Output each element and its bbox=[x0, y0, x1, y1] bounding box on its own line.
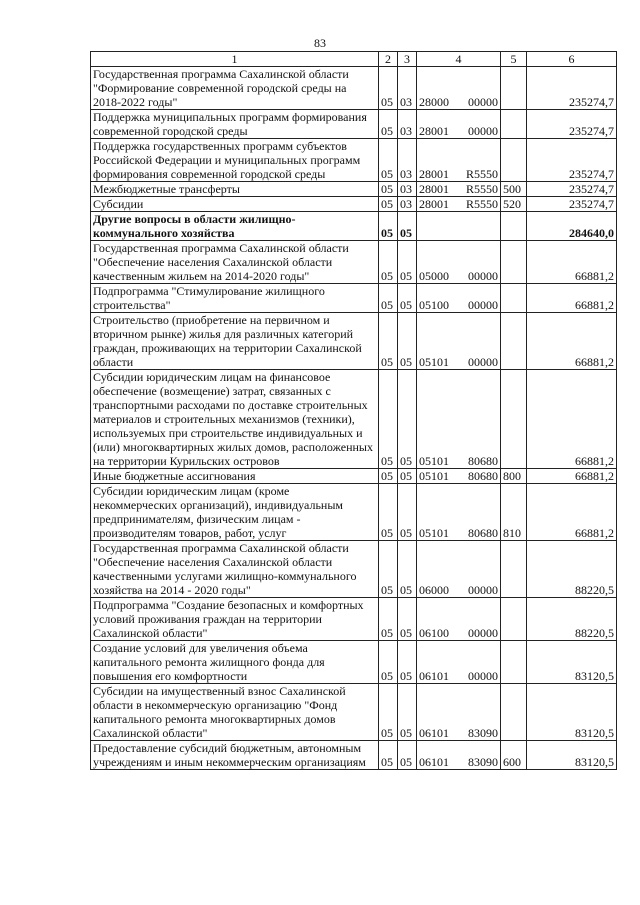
row-target-article-code bbox=[417, 139, 501, 182]
row-expense-type-code: 500 bbox=[501, 182, 527, 197]
row-section-code: 05 bbox=[379, 313, 398, 370]
table-row bbox=[91, 284, 617, 313]
row-section-code: 05 bbox=[379, 241, 398, 284]
row-target-article-code bbox=[417, 182, 501, 197]
row-section-code: 05 bbox=[379, 469, 398, 484]
target-article-direction-code: 00000 bbox=[468, 298, 498, 312]
target-article-program-code: 28001 bbox=[419, 182, 449, 196]
row-section-code: 05 bbox=[379, 484, 398, 541]
row-amount: 66881,2 bbox=[527, 370, 617, 469]
row-name: Подпрограмма "Создание безопасных и комфортных условий проживания граждан на территории Сахалинской области" bbox=[91, 598, 379, 641]
row-section-code: 05 bbox=[379, 67, 398, 110]
table-row bbox=[91, 484, 617, 541]
table-row bbox=[91, 313, 617, 370]
row-subsection-code: 05 bbox=[398, 641, 417, 684]
target-article-direction-code: 83090 bbox=[468, 726, 498, 740]
target-article-direction-code: 80680 bbox=[468, 526, 498, 540]
row-amount: 235274,7 bbox=[527, 182, 617, 197]
budget-table bbox=[90, 51, 617, 770]
row-name: Поддержка муниципальных программ формирования современной городской среды bbox=[91, 110, 379, 139]
target-article-direction-code: 00000 bbox=[468, 626, 498, 640]
row-section-code: 05 bbox=[379, 598, 398, 641]
row-target-article-code bbox=[417, 741, 501, 770]
row-section-code: 05 bbox=[379, 684, 398, 741]
row-target-article-code bbox=[417, 197, 501, 212]
target-article-program-code: 06101 bbox=[419, 726, 449, 740]
target-article-direction-code: R5550 bbox=[465, 182, 498, 196]
column-header: 6 bbox=[527, 52, 617, 67]
target-article-direction-code: 00000 bbox=[468, 124, 498, 138]
target-article-program-code: 06101 bbox=[419, 755, 449, 769]
row-expense-type-code bbox=[501, 598, 527, 641]
row-section-code: 05 bbox=[379, 284, 398, 313]
table-body bbox=[91, 67, 617, 770]
row-target-article-code bbox=[417, 110, 501, 139]
target-article-direction-code: 83090 bbox=[468, 755, 498, 769]
row-amount: 83120,5 bbox=[527, 641, 617, 684]
row-subsection-code: 05 bbox=[398, 313, 417, 370]
row-subsection-code: 03 bbox=[398, 182, 417, 197]
row-subsection-code: 05 bbox=[398, 370, 417, 469]
row-expense-type-code bbox=[501, 684, 527, 741]
target-article-direction-code: 00000 bbox=[468, 269, 498, 283]
row-expense-type-code bbox=[501, 313, 527, 370]
row-expense-type-code bbox=[501, 212, 527, 241]
table-row bbox=[91, 182, 617, 197]
row-target-article-code bbox=[417, 469, 501, 484]
row-subsection-code: 03 bbox=[398, 197, 417, 212]
table-row bbox=[91, 469, 617, 484]
table-row bbox=[91, 110, 617, 139]
row-name: Субсидии юридическим лицам на финансовое обеспечение (возмещение) затрат, связанных с транспортными расходами по доставке строительных материалов и строительных механизмов (техники), используемых при строительстве индивидуальных и (или) многоквартирных жилых домов, расположенных на территории Курильских островов bbox=[91, 370, 379, 469]
row-subsection-code: 05 bbox=[398, 684, 417, 741]
row-target-article-code bbox=[417, 67, 501, 110]
target-article-direction-code: 00000 bbox=[468, 669, 498, 683]
row-section-code: 05 bbox=[379, 212, 398, 241]
table-row bbox=[91, 741, 617, 770]
target-article-program-code: 05101 bbox=[419, 469, 449, 483]
column-header: 4 bbox=[417, 52, 501, 67]
row-subsection-code: 05 bbox=[398, 284, 417, 313]
target-article-direction-code: 80680 bbox=[468, 454, 498, 468]
target-article-program-code: 28001 bbox=[419, 167, 449, 181]
row-expense-type-code bbox=[501, 110, 527, 139]
row-subsection-code: 05 bbox=[398, 484, 417, 541]
row-amount: 66881,2 bbox=[527, 313, 617, 370]
row-section-code: 05 bbox=[379, 197, 398, 212]
target-article-program-code: 05100 bbox=[419, 298, 449, 312]
row-expense-type-code: 600 bbox=[501, 741, 527, 770]
table-row bbox=[91, 641, 617, 684]
row-target-article-code bbox=[417, 313, 501, 370]
row-expense-type-code: 520 bbox=[501, 197, 527, 212]
table-row bbox=[91, 197, 617, 212]
target-article-direction-code: 00000 bbox=[468, 583, 498, 597]
table-row bbox=[91, 598, 617, 641]
table-row bbox=[91, 370, 617, 469]
target-article-direction-code: R5550 bbox=[465, 167, 498, 181]
table-row bbox=[91, 241, 617, 284]
target-article-program-code: 28001 bbox=[419, 124, 449, 138]
row-expense-type-code bbox=[501, 67, 527, 110]
row-amount: 88220,5 bbox=[527, 541, 617, 598]
row-expense-type-code bbox=[501, 541, 527, 598]
row-expense-type-code bbox=[501, 241, 527, 284]
target-article-program-code: 05000 bbox=[419, 269, 449, 283]
row-name: Государственная программа Сахалинской области "Обеспечение населения Сахалинской области качественными услугами жилищно-коммунального хозяйства на 2014 - 2020 годы" bbox=[91, 541, 379, 598]
table-row bbox=[91, 67, 617, 110]
row-expense-type-code bbox=[501, 139, 527, 182]
row-amount: 83120,5 bbox=[527, 741, 617, 770]
column-header: 2 bbox=[379, 52, 398, 67]
row-section-code: 05 bbox=[379, 182, 398, 197]
page-number: 83 bbox=[314, 36, 326, 50]
row-amount: 235274,7 bbox=[527, 67, 617, 110]
row-amount: 66881,2 bbox=[527, 469, 617, 484]
row-target-article-code bbox=[417, 641, 501, 684]
row-name: Поддержка государственных программ субъектов Российской Федерации и муниципальных программ формирования современной городской среды bbox=[91, 139, 379, 182]
target-article-direction-code: 80680 bbox=[468, 469, 498, 483]
row-section-code: 05 bbox=[379, 541, 398, 598]
row-target-article-code bbox=[417, 598, 501, 641]
row-section-code: 05 bbox=[379, 641, 398, 684]
row-section-code: 05 bbox=[379, 741, 398, 770]
row-amount: 88220,5 bbox=[527, 598, 617, 641]
table-row bbox=[91, 139, 617, 182]
target-article-direction-code: 00000 bbox=[468, 95, 498, 109]
row-amount: 235274,7 bbox=[527, 110, 617, 139]
target-article-program-code: 28000 bbox=[419, 95, 449, 109]
target-article-direction-code: 00000 bbox=[468, 355, 498, 369]
row-name: Создание условий для увеличения объема капитального ремонта жилищного фонда для повышения его комфортности bbox=[91, 641, 379, 684]
row-amount: 284640,0 bbox=[527, 212, 617, 241]
row-name: Предоставление субсидий бюджетным, автономным учреждениям и иным некоммерческим организациям bbox=[91, 741, 379, 770]
row-subsection-code: 05 bbox=[398, 469, 417, 484]
table-row bbox=[91, 541, 617, 598]
column-header: 1 bbox=[91, 52, 379, 67]
target-article-direction-code: R5550 bbox=[465, 197, 498, 211]
row-target-article-code bbox=[417, 241, 501, 284]
row-subsection-code: 05 bbox=[398, 241, 417, 284]
table-row bbox=[91, 212, 617, 241]
row-name: Субсидии юридическим лицам (кроме некоммерческих организаций), индивидуальным предпринимателям, физическим лицам - производителям товаров, работ, услуг bbox=[91, 484, 379, 541]
row-subsection-code: 03 bbox=[398, 110, 417, 139]
row-subsection-code: 03 bbox=[398, 67, 417, 110]
row-name: Межбюджетные трансферты bbox=[91, 182, 379, 197]
row-section-code: 05 bbox=[379, 139, 398, 182]
row-expense-type-code bbox=[501, 284, 527, 313]
row-target-article-code bbox=[417, 684, 501, 741]
row-amount: 235274,7 bbox=[527, 139, 617, 182]
row-name: Государственная программа Сахалинской области "Формирование современной городской среды на 2018-2022 годы" bbox=[91, 67, 379, 110]
row-subsection-code: 05 bbox=[398, 598, 417, 641]
target-article-program-code: 06100 bbox=[419, 626, 449, 640]
row-expense-type-code: 810 bbox=[501, 484, 527, 541]
row-subsection-code: 05 bbox=[398, 541, 417, 598]
target-article-program-code: 28001 bbox=[419, 197, 449, 211]
row-amount: 83120,5 bbox=[527, 684, 617, 741]
row-target-article-code bbox=[417, 370, 501, 469]
row-amount: 66881,2 bbox=[527, 484, 617, 541]
row-name: Субсидии на имущественный взнос Сахалинской области в некоммерческую организацию "Фонд капитального ремонта многоквартирных домов Сахалинской области" bbox=[91, 684, 379, 741]
target-article-program-code: 05101 bbox=[419, 454, 449, 468]
row-name: Подпрограмма "Стимулирование жилищного строительства" bbox=[91, 284, 379, 313]
target-article-program-code: 06101 bbox=[419, 669, 449, 683]
table-row bbox=[91, 684, 617, 741]
row-target-article-code bbox=[417, 212, 501, 241]
row-name: Государственная программа Сахалинской области "Обеспечение населения Сахалинской области качественным жильем на 2014-2020 годы" bbox=[91, 241, 379, 284]
target-article-program-code: 05101 bbox=[419, 526, 449, 540]
row-name: Иные бюджетные ассигнования bbox=[91, 469, 379, 484]
column-header: 5 bbox=[501, 52, 527, 67]
row-name: Субсидии bbox=[91, 197, 379, 212]
row-name: Строительство (приобретение на первичном и вторичном рынке) жилья для различных категорий граждан, проживающих на территории Сахалинской области bbox=[91, 313, 379, 370]
row-subsection-code: 03 bbox=[398, 139, 417, 182]
row-amount: 235274,7 bbox=[527, 197, 617, 212]
target-article-program-code: 06000 bbox=[419, 583, 449, 597]
row-section-code: 05 bbox=[379, 370, 398, 469]
row-section-code: 05 bbox=[379, 110, 398, 139]
column-header: 3 bbox=[398, 52, 417, 67]
row-expense-type-code bbox=[501, 370, 527, 469]
row-name: Другие вопросы в области жилищно-коммунального хозяйства bbox=[91, 212, 379, 241]
row-target-article-code bbox=[417, 541, 501, 598]
row-target-article-code bbox=[417, 284, 501, 313]
table-header-row bbox=[91, 52, 617, 67]
target-article-program-code: 05101 bbox=[419, 355, 449, 369]
row-subsection-code: 05 bbox=[398, 212, 417, 241]
row-target-article-code bbox=[417, 484, 501, 541]
row-amount: 66881,2 bbox=[527, 284, 617, 313]
row-expense-type-code: 800 bbox=[501, 469, 527, 484]
row-subsection-code: 05 bbox=[398, 741, 417, 770]
row-amount: 66881,2 bbox=[527, 241, 617, 284]
row-expense-type-code bbox=[501, 641, 527, 684]
